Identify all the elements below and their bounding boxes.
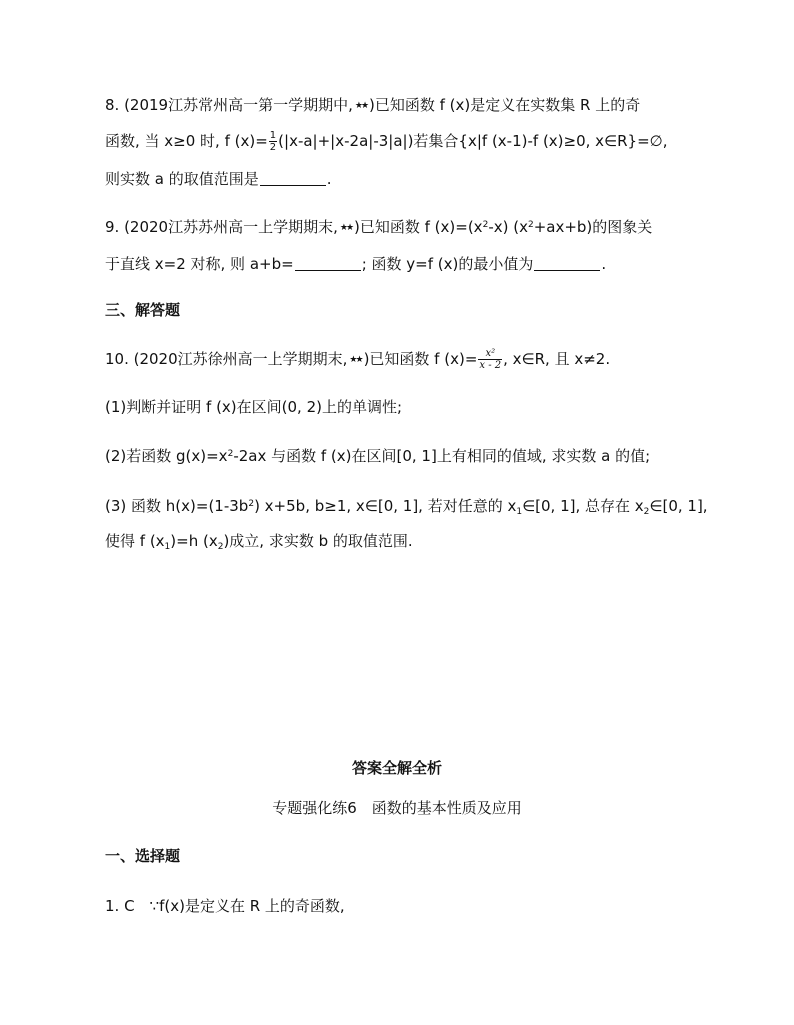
q10-part-3: (3) 函数 $h(x)=(1-3b^2)$ x+5b, b≥1, x∈[0, 1], 若对任意的 $x_1\in[0$, 1], 总存在 $x_2\in[0$, 1], — [105, 497, 708, 517]
q8-line-1: 8. (2019江苏常州高一第一学期期中, ★★ )已知函数 f (x)是定义在实数集 R 上的奇 — [105, 96, 641, 114]
q9-line-2: 于直线 x=2 对称, 则 a+b= ; 函数 y=f (x)的最小值为 . — [105, 255, 607, 273]
q9-line-1: 9. (2020江苏苏州高一上学期期末, ★★ )已知函数 f $(x)=(x^2-x)$ $(x^2+ax+b)$的图象关 — [105, 218, 653, 236]
answer-blank — [295, 256, 361, 271]
difficulty-stars-icon: ★★ — [354, 101, 368, 111]
answer-blank — [260, 171, 326, 186]
difficulty-stars-icon: ★★ — [339, 223, 353, 233]
q8-line-3: 则实数 a 的取值范围是 . — [105, 170, 332, 188]
fraction-x-squared-over-x-minus-2: $\frac{\text{x²}}{x - 2}$ — [479, 348, 502, 371]
q10-line-1: 10. (2020江苏徐州高一上学期期末, ★★ )已知函数 f (x)= $\frac{\text{x²}}{x - 2}$ , x∈R, 且 x≠2. — [105, 348, 611, 371]
answer-1: 1. C ∵f(x)是定义在 R 上的奇函数, — [105, 897, 345, 915]
q10-part-3-cont: 使得 f $(x_1)=h$ $(x_2)$成立, 求实数 b 的取值范围. — [105, 532, 413, 552]
difficulty-stars-icon: ★★ — [349, 355, 362, 365]
section-heading-3: 三、解答题 — [105, 301, 181, 319]
answer-blank — [534, 256, 600, 271]
q10-part-2: (2)若函数 $g(x)=x^2-2ax$ 与函数 f (x)在区间[0, 1]上有相同的值域, 求实数 a 的值; — [105, 447, 651, 465]
section-heading-1: 一、选择题 — [105, 847, 181, 865]
q10-part-1: (1)判断并证明 f (x)在区间(0, 2)上的单调性; — [105, 398, 403, 416]
answer-title: 答案全解全析 — [351, 759, 442, 777]
fraction-one-half: $\frac{1}{2}$ — [269, 130, 277, 153]
answer-subtitle: 专题强化练6 函数的基本性质及应用 — [272, 799, 522, 817]
q8-line-2: 函数, 当 x≥0 时, f (x)= $\frac{1}{2}$ (|x-a|+|x-2a|-3|a|)若集合{x|f (x-1)-f (x)≥0, x∈R}=∅, — [105, 130, 668, 153]
